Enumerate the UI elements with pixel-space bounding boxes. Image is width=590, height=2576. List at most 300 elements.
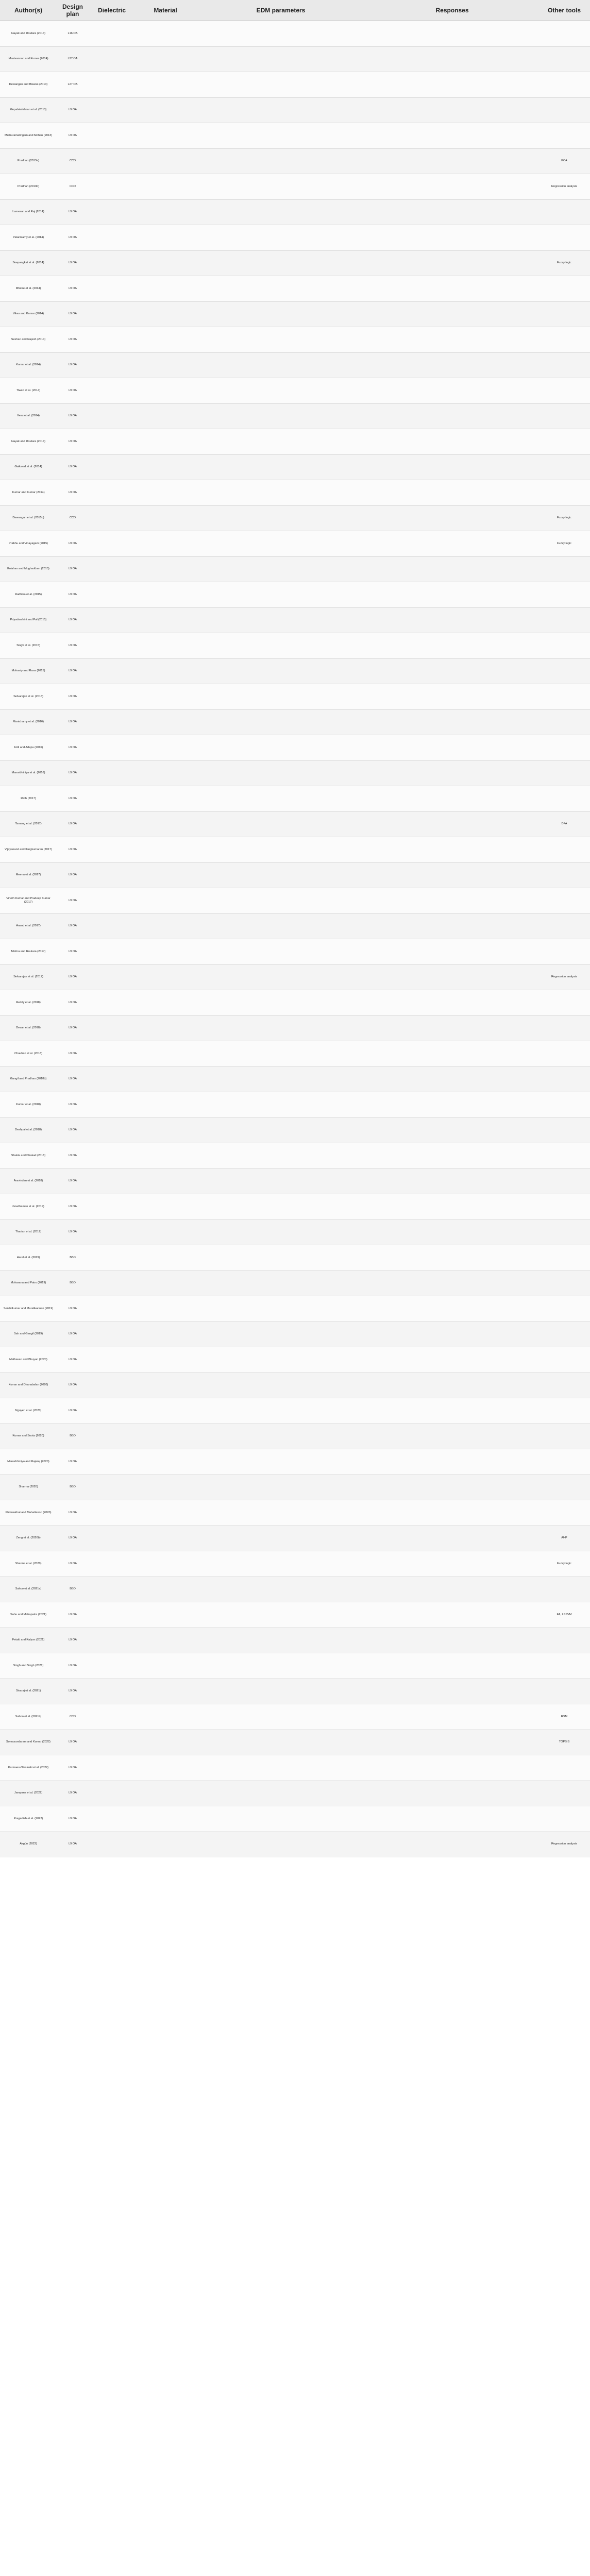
table-row [0,735,590,761]
cell-edm-parameters [196,556,366,582]
table-row [0,505,590,531]
cell-authors: Zeng et al. (2020b) [0,1526,57,1551]
cell-dielectric [89,1679,135,1704]
cell-responses [366,1194,538,1220]
cell-design-plan: L9 OA [57,480,89,506]
cell-dielectric [89,1423,135,1449]
cell-other-tools [538,913,590,939]
cell-material [135,1347,196,1373]
table-row [0,199,590,225]
cell-other-tools [538,1347,590,1373]
cell-other-tools [538,1449,590,1475]
cell-responses [366,633,538,659]
cell-material [135,1781,196,1806]
cell-authors: Manivannan and Kumar (2014) [0,46,57,72]
cell-edm-parameters [196,46,366,72]
cell-authors: Chauhan et al. (2018) [0,1041,57,1067]
cell-authors: Manichamy et al. (2016) [0,709,57,735]
cell-edm-parameters [196,939,366,965]
cell-authors: Vikas and Kumar (2014) [0,301,57,327]
cell-responses [366,148,538,174]
cell-material [135,811,196,837]
cell-edm-parameters [196,1628,366,1653]
cell-material [135,607,196,633]
header-material: Material [135,0,196,21]
cell-other-tools [538,1270,590,1296]
cell-authors: Reddy et al. (2018) [0,990,57,1016]
cell-dielectric [89,811,135,837]
cell-edm-parameters [196,123,366,149]
cell-material [135,1245,196,1271]
cell-responses [366,1806,538,1832]
cell-dielectric [89,174,135,200]
cell-dielectric [89,148,135,174]
cell-authors: Palanisamy et al. (2014) [0,225,57,251]
cell-responses [366,1628,538,1653]
cell-design-plan: L9 OA [57,939,89,965]
cell-material [135,250,196,276]
cell-design-plan: BBD [57,1423,89,1449]
cell-design-plan: L9 OA [57,1372,89,1398]
cell-design-plan: L9 OA [57,607,89,633]
cell-authors: Fetaiti and Kalyon (2021) [0,1628,57,1653]
cell-other-tools [538,378,590,404]
cell-material [135,1066,196,1092]
cell-edm-parameters [196,964,366,990]
cell-authors: Gangil and Pradhan (2018b) [0,1066,57,1092]
cell-design-plan: CCD [57,1704,89,1730]
cell-responses [366,1117,538,1143]
cell-material [135,735,196,761]
cell-design-plan: L9 OA [57,1628,89,1653]
cell-authors: Anand et al. (2017) [0,913,57,939]
cell-design-plan: L9 OA [57,735,89,761]
cell-dielectric [89,21,135,47]
cell-edm-parameters [196,1730,366,1755]
cell-edm-parameters [196,403,366,429]
cell-responses [366,786,538,812]
cell-material [135,1704,196,1730]
cell-responses [366,1245,538,1271]
cell-responses [366,1475,538,1500]
cell-authors: Dewangan et al. (2015b) [0,505,57,531]
cell-material [135,1321,196,1347]
cell-design-plan: L9 OA [57,1755,89,1781]
cell-design-plan: L27 OA [57,72,89,98]
cell-edm-parameters [196,97,366,123]
cell-other-tools [538,633,590,659]
cell-design-plan: CCD [57,174,89,200]
cell-dielectric [89,888,135,914]
cell-authors: Manarbhiniya and Rajaraj (2020) [0,1449,57,1475]
cell-other-tools [538,1041,590,1067]
cell-material [135,556,196,582]
cell-responses [366,1270,538,1296]
cell-design-plan: CCD [57,505,89,531]
cell-material [135,1730,196,1755]
cell-other-tools [538,1500,590,1526]
cell-responses [366,1372,538,1398]
cell-other-tools [538,837,590,863]
cell-responses [366,658,538,684]
cell-other-tools [538,1092,590,1118]
table-row [0,1092,590,1118]
cell-material [135,964,196,990]
cell-authors: Sahoo et al. (2021b) [0,1704,57,1730]
table-row [0,1347,590,1373]
table-row [0,556,590,582]
cell-material [135,709,196,735]
table-row [0,964,590,990]
cell-other-tools [538,1245,590,1271]
cell-edm-parameters [196,429,366,455]
cell-dielectric [89,1270,135,1296]
cell-other-tools: DFA [538,811,590,837]
cell-dielectric [89,1194,135,1220]
cell-dielectric [89,352,135,378]
cell-edm-parameters [196,1449,366,1475]
cell-authors: Gopalakrishnan et al. (2013) [0,97,57,123]
cell-edm-parameters [196,862,366,888]
cell-other-tools: PCA [538,148,590,174]
cell-responses [366,276,538,302]
cell-authors: Phimsukhat and Mahattanon (2020) [0,1500,57,1526]
table-row [0,1755,590,1781]
cell-material [135,72,196,98]
cell-responses [366,454,538,480]
table-row [0,1551,590,1577]
cell-responses [366,1832,538,1857]
cell-material [135,1755,196,1781]
cell-design-plan: L9 OA [57,1781,89,1806]
cell-edm-parameters [196,1347,366,1373]
cell-edm-parameters [196,531,366,557]
table-row [0,1041,590,1067]
cell-other-tools [538,1755,590,1781]
cell-material [135,862,196,888]
cell-material [135,582,196,608]
cell-material [135,1475,196,1500]
cell-dielectric [89,97,135,123]
cell-dielectric [89,1398,135,1424]
cell-material [135,1398,196,1424]
cell-authors: Devan et al. (2018) [0,1015,57,1041]
cell-authors: Gaikwad et al. (2014) [0,454,57,480]
cell-other-tools [538,352,590,378]
cell-edm-parameters [196,1270,366,1296]
table-row [0,531,590,557]
cell-authors: Selvarajan et al. (2017) [0,964,57,990]
cell-responses [366,250,538,276]
cell-material [135,123,196,149]
cell-authors: Harel et al. (2019) [0,1245,57,1271]
cell-material [135,658,196,684]
cell-responses [366,1500,538,1526]
cell-other-tools [538,760,590,786]
table-row [0,1679,590,1704]
cell-material [135,1806,196,1832]
cell-edm-parameters [196,1781,366,1806]
cell-authors: Singh and Singh (2021) [0,1653,57,1679]
cell-dielectric [89,505,135,531]
cell-design-plan: L9 OA [57,403,89,429]
cell-dielectric [89,735,135,761]
cell-other-tools [538,607,590,633]
cell-edm-parameters [196,837,366,863]
table-row [0,1500,590,1526]
cell-design-plan: L9 OA [57,862,89,888]
cell-material [135,301,196,327]
cell-design-plan: L9 OA [57,327,89,353]
cell-dielectric [89,1015,135,1041]
cell-responses [366,1092,538,1118]
cell-dielectric [89,1117,135,1143]
cell-other-tools [538,46,590,72]
cell-authors: Pradhan (2013a) [0,148,57,174]
cell-responses [366,72,538,98]
cell-edm-parameters [196,633,366,659]
cell-edm-parameters [196,301,366,327]
cell-dielectric [89,1704,135,1730]
cell-other-tools [538,480,590,506]
cell-responses [366,174,538,200]
cell-dielectric [89,1551,135,1577]
cell-authors: Kumar and Dhanabalan (2020) [0,1372,57,1398]
cell-responses [366,1321,538,1347]
cell-design-plan: L9 OA [57,786,89,812]
cell-responses [366,1041,538,1067]
cell-dielectric [89,1372,135,1398]
cell-design-plan: L9 OA [57,913,89,939]
cell-dielectric [89,1066,135,1092]
cell-responses [366,352,538,378]
cell-dielectric [89,1321,135,1347]
cell-dielectric [89,199,135,225]
cell-authors: Kumar and Soota (2020) [0,1423,57,1449]
cell-edm-parameters [196,327,366,353]
cell-authors: Mathavan and Bhuyan (2020) [0,1347,57,1373]
cell-design-plan: L9 OA [57,123,89,149]
cell-dielectric [89,46,135,72]
cell-edm-parameters [196,1755,366,1781]
cell-responses [366,1526,538,1551]
cell-dielectric [89,1449,135,1475]
cell-design-plan: L9 OA [57,684,89,710]
cell-edm-parameters [196,1679,366,1704]
cell-material [135,1219,196,1245]
cell-material [135,1628,196,1653]
cell-material [135,531,196,557]
cell-other-tools [538,1219,590,1245]
table-row [0,658,590,684]
cell-edm-parameters [196,760,366,786]
cell-dielectric [89,862,135,888]
header-authors: Author(s) [0,0,57,21]
cell-dielectric [89,709,135,735]
cell-edm-parameters [196,1117,366,1143]
cell-responses [366,1653,538,1679]
table-row [0,607,590,633]
table-row [0,1730,590,1755]
cell-edm-parameters [196,1194,366,1220]
cell-material [135,1092,196,1118]
cell-edm-parameters [196,684,366,710]
cell-dielectric [89,684,135,710]
cell-design-plan: L9 OA [57,1117,89,1143]
header-design-plan: Design plan [57,0,89,21]
cell-edm-parameters [196,1423,366,1449]
cell-design-plan: BBD [57,1577,89,1602]
cell-dielectric [89,1781,135,1806]
cell-other-tools [538,1066,590,1092]
table-row [0,123,590,149]
cell-edm-parameters [196,1704,366,1730]
cell-other-tools: Regression analysis [538,964,590,990]
cell-material [135,1449,196,1475]
cell-other-tools [538,276,590,302]
cell-dielectric [89,1526,135,1551]
cell-authors: Meena et al. (2017) [0,862,57,888]
cell-edm-parameters [196,505,366,531]
cell-other-tools [538,582,590,608]
cell-authors: Muthuramalingam and Mohan (2013) [0,123,57,149]
cell-authors: Nayak and Routara (2014) [0,429,57,455]
table-row [0,454,590,480]
cell-dielectric [89,403,135,429]
cell-material [135,1270,196,1296]
cell-material [135,888,196,914]
cell-responses [366,1398,538,1424]
cell-dielectric [89,1041,135,1067]
cell-design-plan: L9 OA [57,709,89,735]
cell-responses [366,46,538,72]
cell-dielectric [89,964,135,990]
cell-responses [366,811,538,837]
cell-edm-parameters [196,582,366,608]
cell-edm-parameters [196,1551,366,1577]
cell-responses [366,429,538,455]
cell-edm-parameters [196,709,366,735]
cell-responses [366,1423,538,1449]
cell-other-tools: Fuzzy logic [538,250,590,276]
cell-dielectric [89,378,135,404]
cell-authors: Jampana et al. (2022) [0,1781,57,1806]
table-row [0,480,590,506]
cell-authors: Tharian et al. (2019) [0,1219,57,1245]
cell-design-plan: L9 OA [57,811,89,837]
cell-authors: Tiwari et al. (2014) [0,378,57,404]
cell-authors: Soepangkat et al. (2014) [0,250,57,276]
cell-authors: Sharma et al. (2020) [0,1551,57,1577]
cell-responses [366,1551,538,1577]
cell-authors: Kumar and Kumar (2014) [0,480,57,506]
table-row [0,1577,590,1602]
cell-design-plan: L9 OA [57,633,89,659]
table-row [0,888,590,914]
table-row [0,1143,590,1169]
cell-authors: Dewangan and Biswas (2013) [0,72,57,98]
cell-dielectric [89,1832,135,1857]
cell-edm-parameters [196,1832,366,1857]
table-row [0,97,590,123]
table-header-row [0,0,590,21]
cell-responses [366,378,538,404]
cell-edm-parameters [196,199,366,225]
cell-dielectric [89,1500,135,1526]
cell-design-plan: L9 OA [57,1806,89,1832]
cell-design-plan: L9 OA [57,1602,89,1628]
cell-responses [366,123,538,149]
cell-authors: Mohanty and Rana (2015) [0,658,57,684]
cell-design-plan: L9 OA [57,1398,89,1424]
cell-design-plan: L9 OA [57,760,89,786]
cell-material [135,1143,196,1169]
cell-responses [366,990,538,1016]
cell-authors: Sharma (2020) [0,1475,57,1500]
table-row [0,1423,590,1449]
table-row [0,1015,590,1041]
cell-other-tools [538,1296,590,1322]
cell-authors: Sahoo et al. (2021a) [0,1577,57,1602]
header-dielectric: Dielectric [89,0,135,21]
cell-authors: Pragadish et al. (2022) [0,1806,57,1832]
cell-authors: Kolahan and Moghaddam (2015) [0,556,57,582]
cell-dielectric [89,1296,135,1322]
cell-responses [366,531,538,557]
cell-edm-parameters [196,1577,366,1602]
cell-authors: Nayak and Routara (2014) [0,21,57,47]
header-other-tools: Other tools [538,0,590,21]
cell-edm-parameters [196,811,366,837]
cell-responses [366,199,538,225]
cell-other-tools [538,1653,590,1679]
cell-material [135,939,196,965]
cell-edm-parameters [196,1806,366,1832]
cell-dielectric [89,429,135,455]
cell-edm-parameters [196,1602,366,1628]
cell-material [135,199,196,225]
cell-other-tools [538,1168,590,1194]
cell-responses [366,760,538,786]
cell-other-tools [538,403,590,429]
table-row [0,46,590,72]
cell-dielectric [89,1602,135,1628]
cell-dielectric [89,760,135,786]
cell-dielectric [89,225,135,251]
cell-edm-parameters [196,1066,366,1092]
cell-edm-parameters [196,1475,366,1500]
cell-design-plan: L9 OA [57,378,89,404]
cell-authors: Priyadarshini and Pal (2015) [0,607,57,633]
cell-dielectric [89,1475,135,1500]
cell-material [135,21,196,47]
cell-other-tools [538,735,590,761]
cell-edm-parameters [196,1398,366,1424]
cell-design-plan: L9 OA [57,352,89,378]
cell-design-plan: L9 OA [57,454,89,480]
cell-authors: Sivaraj et al. (2021) [0,1679,57,1704]
cell-responses [366,1704,538,1730]
cell-responses [366,1449,538,1475]
cell-edm-parameters [196,352,366,378]
cell-other-tools [538,888,590,914]
cell-authors: Vinoth Kumar and Pradeep Kumar (2017) [0,888,57,914]
cell-design-plan: L9 OA [57,1321,89,1347]
table-row [0,1832,590,1857]
cell-responses [366,709,538,735]
cell-responses [366,403,538,429]
cell-other-tools [538,556,590,582]
